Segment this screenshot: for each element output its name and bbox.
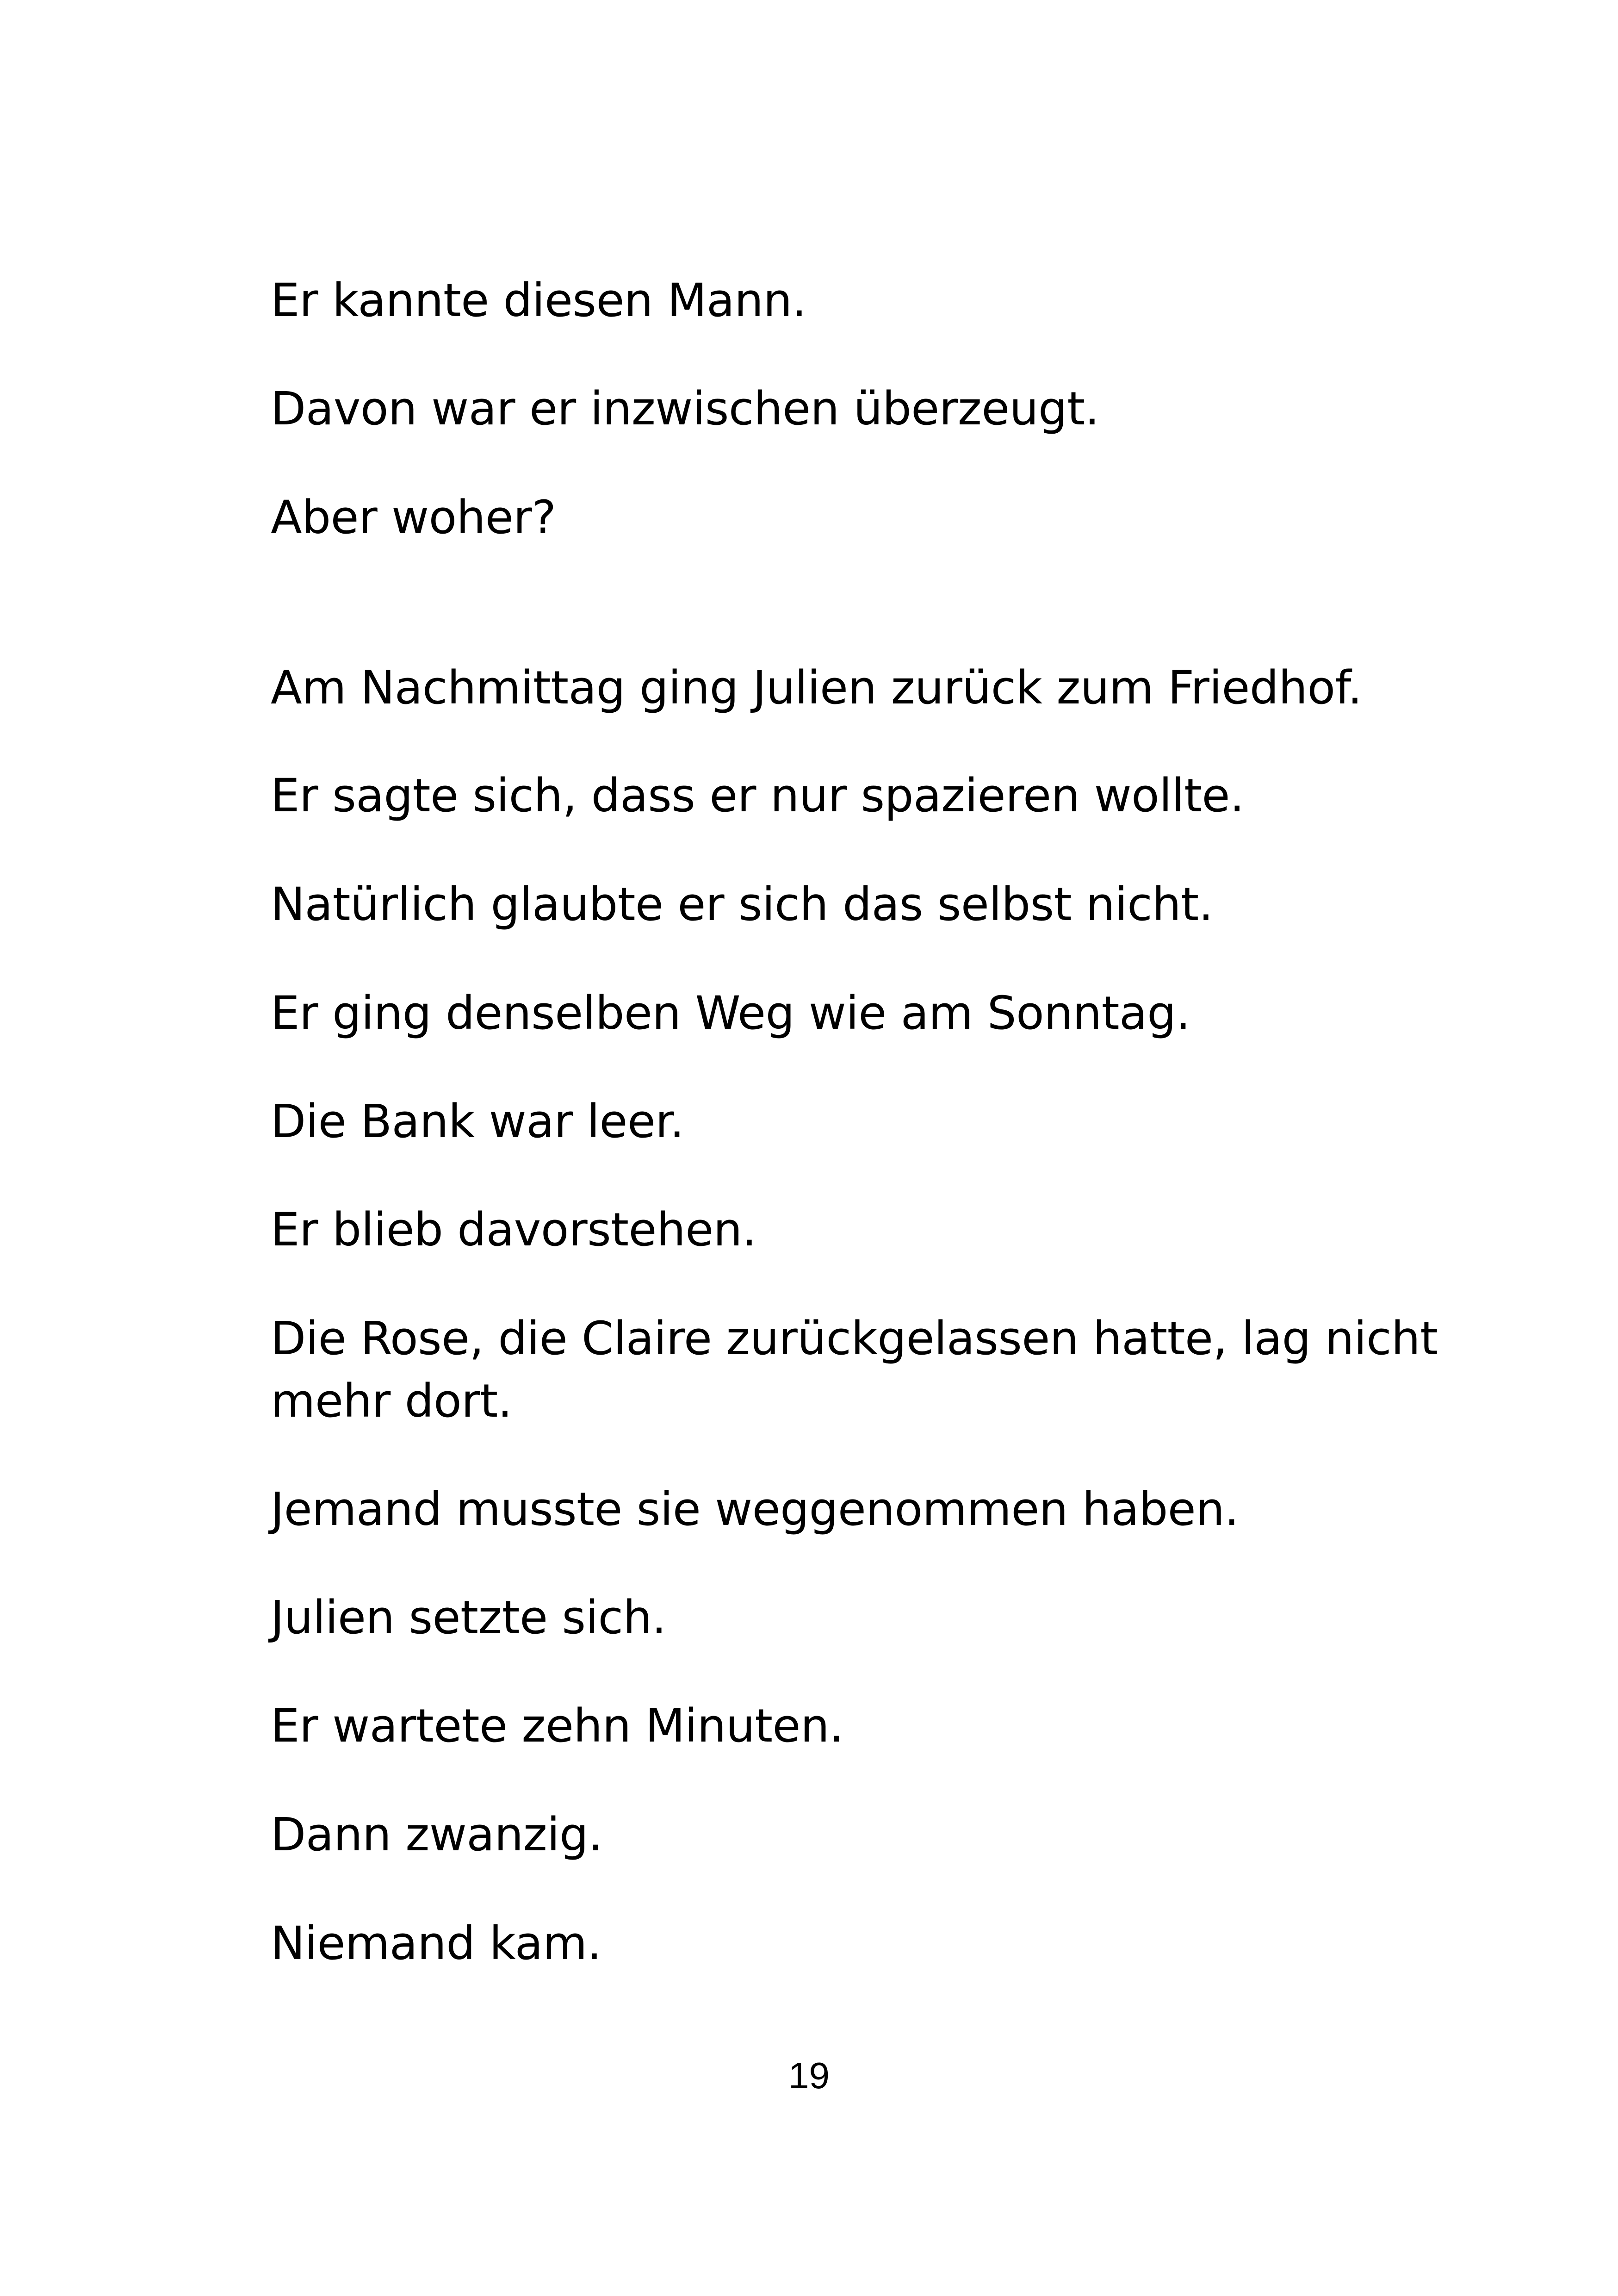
text-line: Davon war er inzwischen überzeugt. xyxy=(271,382,1099,436)
text-line: Julien setzte sich. xyxy=(271,1591,666,1644)
text-line: Die Rose, die Claire zurückgelassen hatte, lag nicht xyxy=(271,1312,1438,1365)
text-line: Am Nachmittag ging Julien zurück zum Friedhof. xyxy=(271,661,1362,715)
text-line: Niemand kam. xyxy=(271,1917,601,1970)
text-line: Natürlich glaubte er sich das selbst nicht. xyxy=(271,878,1213,931)
text-line: Er wartete zehn Minuten. xyxy=(271,1699,844,1753)
text-line: mehr dort. xyxy=(271,1375,512,1428)
page-number: 19 xyxy=(788,2055,830,2096)
text-line: Er blieb davorstehen. xyxy=(271,1203,756,1257)
text-line: Er kannte diesen Mann. xyxy=(271,274,806,327)
text-line: Die Bank war leer. xyxy=(271,1095,684,1148)
text-line: Aber woher? xyxy=(271,491,556,544)
text-line: Er ging denselben Weg wie am Sonntag. xyxy=(271,987,1190,1040)
text-line: Dann zwanzig. xyxy=(271,1808,603,1861)
text-line: Jemand musste sie weggenommen haben. xyxy=(271,1483,1239,1536)
text-line: Er sagte sich, dass er nur spazieren wollte. xyxy=(271,769,1244,822)
